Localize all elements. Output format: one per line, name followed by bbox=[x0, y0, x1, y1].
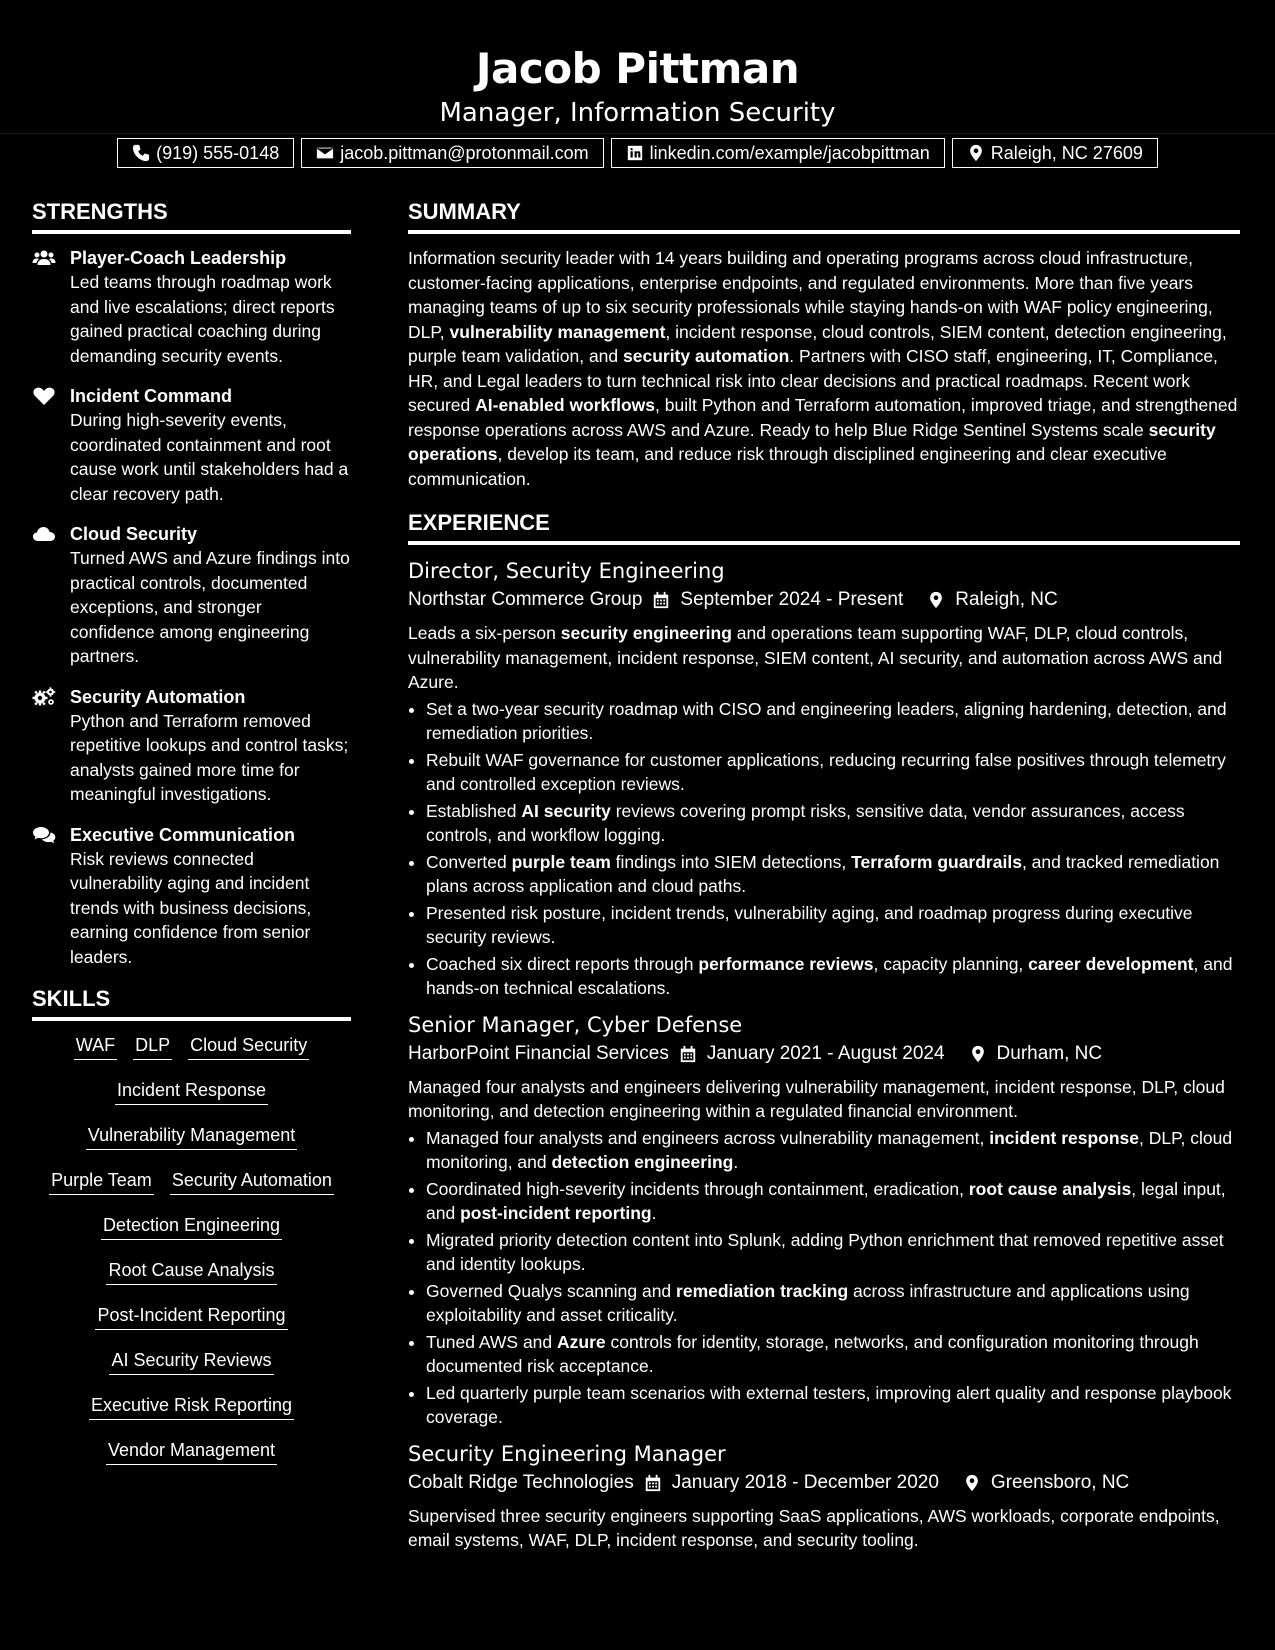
job-meta bbox=[408, 585, 1240, 615]
bullet-emphasis: performance reviews bbox=[698, 953, 874, 974]
map-pin-icon bbox=[927, 590, 945, 610]
bullet-emphasis: root cause analysis bbox=[968, 1178, 1132, 1199]
job-dates: January 2018 - December 2020 bbox=[671, 1471, 939, 1493]
job-bullet bbox=[426, 697, 1240, 746]
bullet-emphasis: Terraform guardrails bbox=[851, 851, 1022, 872]
job-description-text: Supervised three security engineers supporting SaaS applications, AWS workloads, corporate endpoints, email systems, WAF, DLP, incident response, and security tooling. bbox=[408, 1505, 1220, 1550]
bullet-text: findings into SIEM detections, bbox=[610, 851, 852, 872]
skill-tag: Detection Engineering bbox=[101, 1213, 282, 1240]
skill-tag: Cloud Security bbox=[188, 1033, 309, 1060]
users-icon bbox=[32, 248, 56, 268]
map-pin-icon bbox=[967, 144, 985, 162]
summary-heading: SUMMARY bbox=[408, 198, 1240, 234]
bullet-text: , DLP, cloud monitoring, and bbox=[426, 1127, 1233, 1172]
strength-item bbox=[32, 522, 351, 669]
calendar-icon bbox=[644, 1473, 662, 1493]
bullet-text: Coached six direct reports through bbox=[426, 953, 699, 974]
skills-list bbox=[32, 1033, 351, 1483]
cloud-icon bbox=[32, 524, 56, 544]
skill-tag: Post-Incident Reporting bbox=[95, 1303, 287, 1330]
skill-row bbox=[32, 1123, 351, 1168]
skill-row bbox=[32, 1258, 351, 1303]
bullet-text: controls for identity, storage, networks, and configuration monitoring through documented risk acceptance. bbox=[426, 1331, 1199, 1376]
candidate-name: Jacob Pittman bbox=[475, 44, 800, 93]
skill-row bbox=[32, 1033, 351, 1078]
linkedin-icon bbox=[626, 144, 644, 162]
strength-title: Security Automation bbox=[70, 686, 246, 707]
skill-tag: WAF bbox=[74, 1033, 117, 1060]
strength-title: Executive Communication bbox=[70, 824, 296, 845]
summary-text: , incident response, cloud controls, SIEM content, detection engineering, purple team validation, and bbox=[408, 321, 1227, 366]
summary-text: , built Python and Terraform automation, improved triage, and strengthened response operations across AWS and Azure. Ready to help Blue Ridge Sentinel Systems scale bbox=[408, 395, 1238, 440]
job-bullet bbox=[426, 1126, 1240, 1175]
bullet-emphasis: AI security bbox=[521, 800, 611, 821]
experience-heading: EXPERIENCE bbox=[408, 509, 1240, 545]
job-bullet bbox=[426, 799, 1240, 848]
bullet-text: across infrastructure and applications using exploitability and asset criticality. bbox=[426, 1280, 1190, 1325]
skill-row bbox=[32, 1168, 351, 1213]
contact-bar bbox=[0, 138, 1275, 168]
strength-title: Cloud Security bbox=[70, 524, 198, 544]
bullet-text: , legal input, and bbox=[426, 1178, 1226, 1223]
job-meta bbox=[408, 1468, 1240, 1498]
resume-header bbox=[0, 0, 1275, 163]
job-bullet bbox=[426, 1381, 1240, 1430]
bullet-text: Coordinated high-severity incidents through containment, eradication, bbox=[426, 1178, 969, 1199]
skill-row bbox=[32, 1348, 351, 1393]
summary-text: . Partners with CISO staff, engineering, IT, Compliance, HR, and Legal leaders to turn technical risk into clear decisions and practical roadmaps. Recent work secured bbox=[408, 346, 1218, 415]
skill-tag: Incident Response bbox=[115, 1078, 268, 1105]
job-description-text: Leads a six-person bbox=[408, 623, 561, 643]
bullet-text: , and hands-on technical escalations. bbox=[426, 953, 1233, 998]
bullet-text: reviews covering prompt risks, sensitive data, vendor assurances, access controls, and workflow logging. bbox=[426, 800, 1185, 845]
bullet-text: . bbox=[651, 1203, 657, 1223]
job-dates: September 2024 - Present bbox=[680, 589, 904, 610]
bullet-text: Managed four analysts and engineers across vulnerability management, bbox=[426, 1127, 990, 1148]
job-description-text: Managed four analysts and engineers delivering vulnerability management, incident response, DLP, cloud monitoring, and detection engineering within a regulated financial environment. bbox=[408, 1076, 1225, 1121]
skill-tag: DLP bbox=[133, 1033, 172, 1060]
bullet-text: Converted bbox=[426, 851, 512, 872]
job-company: Northstar Commerce Group bbox=[408, 589, 643, 610]
bullet-text: Established bbox=[426, 800, 522, 821]
left-column bbox=[32, 198, 351, 1483]
skill-tag: AI Security Reviews bbox=[109, 1348, 273, 1375]
skill-tag: Root Cause Analysis bbox=[106, 1258, 276, 1285]
bullet-text: Presented risk posture, incident trends, vulnerability aging, and roadmap progress during executive security reviews. bbox=[426, 902, 1193, 947]
job-bullet bbox=[426, 1228, 1240, 1277]
bullet-text: Tuned AWS and bbox=[426, 1331, 558, 1352]
summary-emphasis: security operations bbox=[408, 419, 1216, 464]
summary-text: Information security leader with 14 years building and operating programs across cloud infrastructure, customer-facing applications, enterprise endpoints, and regulated environments. More than five years managing teams of up to six security professionals while staying hands-on with WAF policy engineering, DLP, bbox=[408, 248, 1213, 342]
job-meta bbox=[408, 1039, 1240, 1069]
comments-icon bbox=[32, 825, 56, 845]
contact-phone[interactable] bbox=[117, 138, 294, 168]
strength-desc: Python and Terraform removed repetitive lookups and control tasks; analysts gained more time for meaningful investigations. bbox=[70, 710, 349, 804]
contact-location bbox=[952, 138, 1158, 168]
skill-row bbox=[32, 1213, 351, 1258]
job-location: Greensboro, NC bbox=[990, 1471, 1130, 1493]
envelope-icon bbox=[316, 144, 334, 162]
job-dates: January 2021 - August 2024 bbox=[706, 1042, 945, 1064]
calendar-icon bbox=[652, 590, 670, 610]
bullet-text: Led quarterly purple team scenarios with external testers, improving alert quality and response playbook coverage. bbox=[426, 1382, 1232, 1427]
job-description bbox=[408, 1504, 1240, 1553]
job-entry bbox=[408, 557, 1240, 1001]
job-bullet bbox=[426, 748, 1240, 797]
strength-item bbox=[32, 246, 351, 368]
bullet-text: , capacity planning, bbox=[873, 953, 1029, 974]
bullet-emphasis: career development bbox=[1028, 953, 1194, 974]
strength-item bbox=[32, 384, 351, 506]
bullet-emphasis: purple team bbox=[511, 851, 611, 872]
skill-row bbox=[32, 1438, 351, 1483]
bullet-emphasis: detection engineering bbox=[551, 1152, 734, 1172]
job-bullet bbox=[426, 1279, 1240, 1328]
calendar-icon bbox=[679, 1044, 697, 1064]
job-bullet bbox=[426, 1177, 1240, 1226]
bullet-text: , and tracked remediation plans across application and cloud paths. bbox=[426, 851, 1220, 896]
bullet-text: Governed Qualys scanning and bbox=[426, 1280, 677, 1301]
strength-title: Incident Command bbox=[70, 386, 233, 406]
skills-heading: SKILLS bbox=[32, 985, 351, 1021]
job-bullets bbox=[408, 697, 1240, 1001]
phone-icon bbox=[132, 144, 150, 162]
contact-email-text: jacob.pittman@protonmail.com bbox=[340, 143, 589, 163]
bullet-emphasis: incident response bbox=[989, 1127, 1140, 1148]
bullet-text: . bbox=[733, 1152, 739, 1172]
job-description-text: and operations team supporting WAF, DLP, cloud controls, vulnerability management, incident response, SIEM content, AI security, and automation across AWS and Azure. bbox=[408, 623, 1223, 692]
job-bullets bbox=[408, 1126, 1240, 1430]
job-company: Cobalt Ridge Technologies bbox=[408, 1471, 634, 1493]
job-description-emphasis: security engineering bbox=[560, 623, 732, 643]
bullet-text: Set a two-year security roadmap with CISO and engineering leaders, aligning hardening, detection, and remediation priorities. bbox=[426, 698, 1227, 743]
strength-desc: Led teams through roadmap work and live escalations; direct reports gained practical coaching during demanding security events. bbox=[70, 272, 335, 366]
strengths-heading: STRENGTHS bbox=[32, 198, 351, 234]
skill-tag: Vendor Management bbox=[106, 1438, 277, 1465]
job-entry bbox=[408, 1011, 1240, 1430]
strength-title: Player-Coach Leadership bbox=[70, 248, 287, 268]
job-title: Security Engineering Manager bbox=[408, 1441, 726, 1466]
strength-desc: Turned AWS and Azure findings into practical controls, documented exceptions, and stronger confidence among engineering partners. bbox=[70, 548, 350, 666]
gears-icon bbox=[32, 687, 56, 707]
summary-text bbox=[408, 246, 1240, 491]
skill-tag: Executive Risk Reporting bbox=[89, 1393, 294, 1420]
bullet-emphasis: Azure bbox=[557, 1331, 606, 1352]
job-bullet bbox=[426, 901, 1240, 950]
strength-item bbox=[32, 685, 351, 807]
skill-row bbox=[32, 1393, 351, 1438]
job-location: Durham, NC bbox=[996, 1042, 1103, 1064]
strength-desc: Risk reviews connected vulnerability aging and incident trends with business decisions, earning confidence from senior leaders. bbox=[70, 848, 312, 967]
summary-emphasis: vulnerability management bbox=[449, 321, 666, 342]
job-title: Director, Security Engineering bbox=[408, 559, 725, 583]
job-entry bbox=[408, 1440, 1240, 1553]
job-description bbox=[408, 1075, 1240, 1124]
job-bullet bbox=[426, 850, 1240, 899]
bullet-text: Migrated priority detection content into Splunk, adding Python enrichment that removed repetitive asset and identity lookups. bbox=[426, 1229, 1224, 1274]
experience-list bbox=[408, 557, 1240, 1553]
summary-emphasis: security automation bbox=[623, 346, 790, 366]
job-title: Senior Manager, Cyber Defense bbox=[408, 1012, 743, 1037]
contact-linkedin[interactable] bbox=[611, 138, 945, 168]
strength-desc: During high-severity events, coordinated containment and root cause work until stakeholders had a clear recovery path. bbox=[70, 410, 349, 504]
skill-tag: Security Automation bbox=[170, 1168, 334, 1195]
bullet-emphasis: post-incident reporting bbox=[460, 1203, 652, 1223]
summary-emphasis: AI-enabled workflows bbox=[475, 395, 656, 415]
bullet-emphasis: remediation tracking bbox=[676, 1280, 849, 1301]
contact-linkedin-text: linkedin.com/example/jacobpittman bbox=[649, 143, 930, 163]
map-pin-icon bbox=[969, 1044, 987, 1064]
map-pin-icon bbox=[963, 1473, 981, 1493]
contact-email[interactable] bbox=[301, 138, 603, 168]
right-column bbox=[408, 198, 1240, 1563]
skill-row bbox=[32, 1303, 351, 1348]
job-bullet bbox=[426, 952, 1240, 1001]
job-location: Raleigh, NC bbox=[955, 589, 1058, 610]
skill-row bbox=[32, 1078, 351, 1123]
job-bullet bbox=[426, 1330, 1240, 1379]
heart-icon bbox=[32, 386, 56, 406]
skill-tag: Purple Team bbox=[49, 1168, 154, 1195]
contact-phone-text: (919) 555-0148 bbox=[156, 143, 280, 163]
job-company: HarborPoint Financial Services bbox=[408, 1042, 669, 1064]
contact-location-text: Raleigh, NC 27609 bbox=[990, 143, 1143, 163]
candidate-title: Manager, Information Security bbox=[439, 98, 836, 128]
job-description bbox=[408, 621, 1240, 695]
skill-tag: Vulnerability Management bbox=[86, 1123, 297, 1150]
bullet-text: Rebuilt WAF governance for customer applications, reducing recurring false positives through telemetry and controlled exception reviews. bbox=[426, 749, 1226, 794]
strength-item bbox=[32, 823, 351, 970]
summary-text: , develop its team, and reduce risk through disciplined engineering and clear executive communication. bbox=[408, 444, 1167, 489]
